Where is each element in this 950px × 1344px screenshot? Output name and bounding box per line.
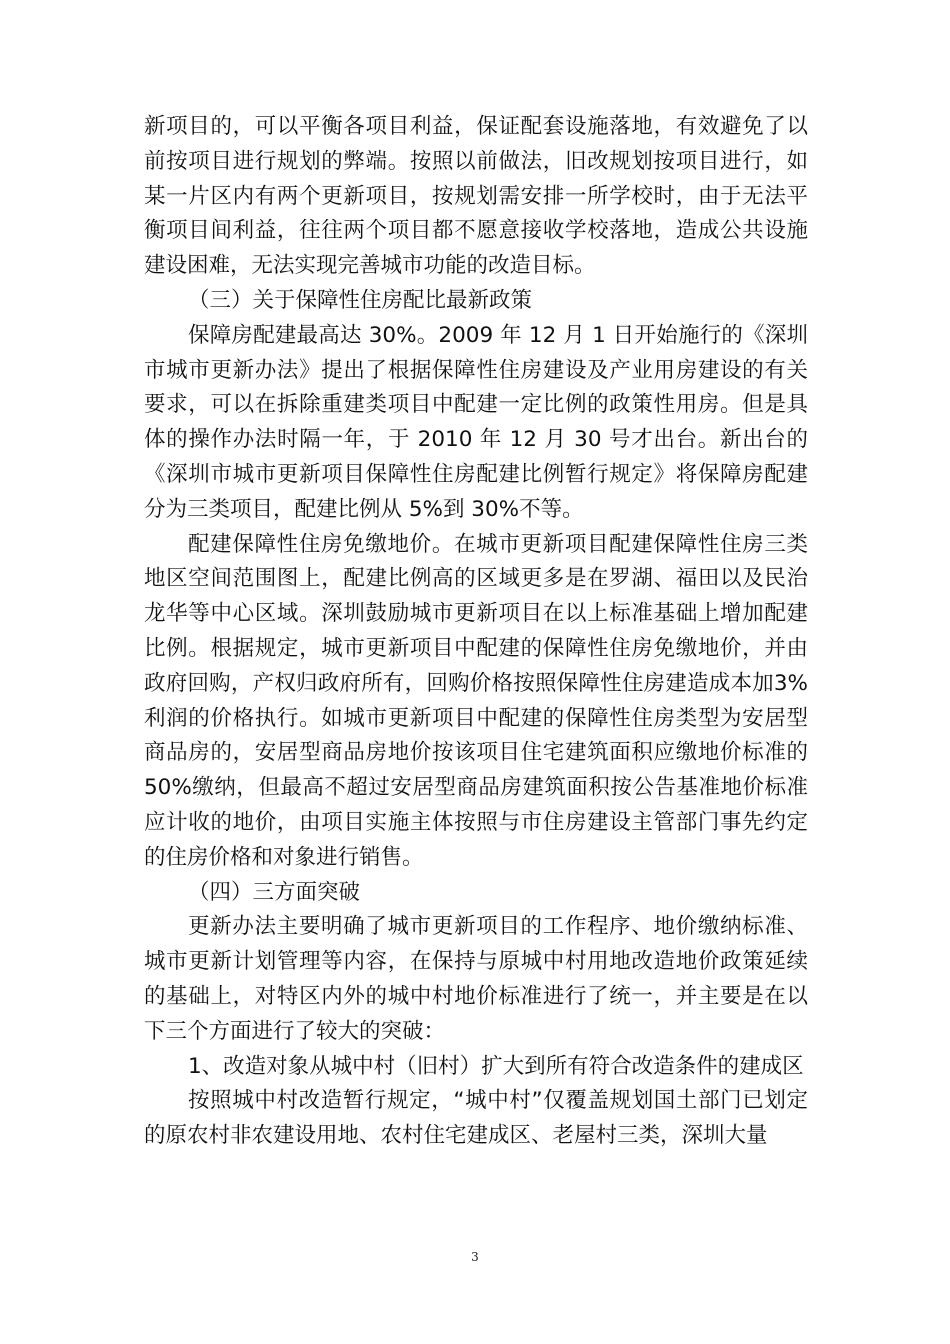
document-body xyxy=(144,110,808,1154)
paragraph-urban-village-scope: 按照城中村改造暂行规定，“城中村”仅覆盖规划国土部门已划定的原农村非农建设用地、农村住宅建成区、老屋村三类，深圳大量 xyxy=(144,1088,808,1149)
page-number: 3 xyxy=(471,1250,479,1264)
section-heading-3: （三）关于保障性住房配比最新政策 xyxy=(188,287,533,313)
paragraph-continuation: 新项目的，可以平衡各项目利益，保证配套设施落地，有效避免了以前按项目进行规划的弊端。按照以前做法，旧改规划按项目进行，如某一片区内有两个更新项目，按规划需安排一所学校时，由于无法平衡项目间利益，往往两个项目都不愿意接收学校落地，造成公共设施建设困难，无法实现完善城市功能的改造目标。 xyxy=(144,114,808,279)
subheading-item-1: 1、改造对象从城中村（旧村）扩大到所有符合改造条件的建成区 xyxy=(188,1053,804,1079)
paragraph-land-price-exemption: 配建保障性住房免缴地价。在城市更新项目配建保障性住房三类地区空间范围图上，配建比例高的区域更多是在罗湖、福田以及民治龙华等中心区域。深圳鼓励城市更新项目在以上标准基础上增加配建比例。根据规定，城市更新项目中配建的保障性住房免缴地价，并由政府回购，产权归政府所有，回购价格按照保障性住房建造成本加3%利润的价格执行。如城市更新项目中配建的保障性住房类型为安居型商品房的，安居型商品房地价按该项目住宅建筑面积应缴地价标准的 50%缴纳，但最高不超过安居型商品房建筑面积按公告基准地价标准应计收的地价，由项目实施主体按照与市住房建设主管部门事先约定的住房价格和对象进行销售。 xyxy=(144,531,808,870)
section-heading-4: （四）三方面突破 xyxy=(188,879,361,905)
paragraph-affordable-housing-ratio: 保障房配建最高达 30%。2009 年 12 月 1 日开始施行的《深圳市城市更新办法》提出了根据保障性住房建设及产业用房建设的有关要求，可以在拆除重建类项目中配建一定比例的政策性用房。但是具体的操作办法时隔一年，于 2010 年 12 月 30 号才出台。新出台的《深圳市城市更新项目保障性住房配建比例暂行规定》将保障房配建分为三类项目，配建比例从 5%到 30%不等。 xyxy=(144,322,808,522)
paragraph-renewal-measures: 更新办法主要明确了城市更新项目的工作程序、地价缴纳标准、城市更新计划管理等内容，在保持与原城中村用地改造地价政策延续的基础上，对特区内外的城中村地价标准进行了统一，并主要是在以下三个方面进行了较大的突破： xyxy=(144,914,808,1044)
